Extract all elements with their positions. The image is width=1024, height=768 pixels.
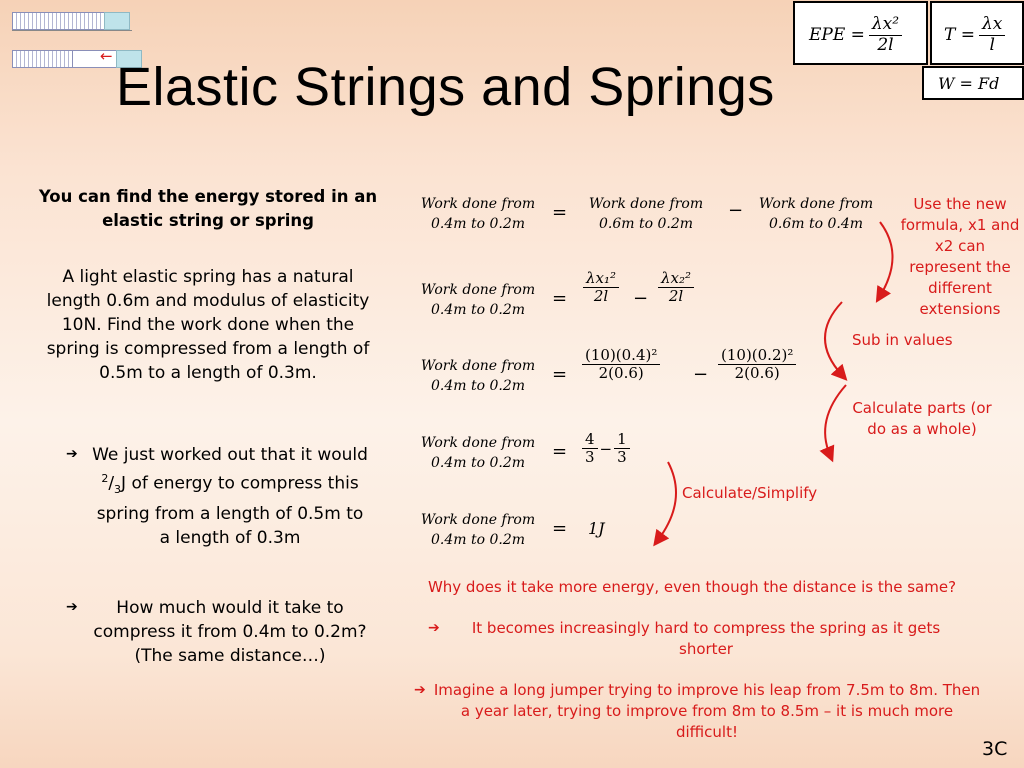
row3-denominator2: 2(0.6)	[734, 364, 780, 383]
bottom-point2: Imagine a long jumper trying to improve his leap from 7.5m to 8m. Then a year later, trying to improve from 8m to 8.5m – it is much more difficult!	[433, 681, 981, 741]
row2-numerator1: λx₁²	[583, 270, 619, 288]
bullet-question: How much would it take to compress it from 0.4m to 0.2m? (The same distance…)	[93, 598, 367, 666]
epe-denominator: 2l	[877, 34, 894, 55]
row3-numerator1: (10)(0.4)²	[582, 347, 660, 365]
tension-numerator: λx	[979, 15, 1005, 36]
bullet1-text-b: J of energy to compress this spring from a length of 0.5m to a length of 0.3m	[96, 473, 364, 549]
row4-numerator1: 4	[582, 431, 598, 449]
arrow-right-icon: ➔	[66, 599, 78, 615]
equals-sign: =	[552, 441, 568, 462]
arrow-curve-4	[658, 462, 676, 540]
minus-sign: −	[599, 439, 613, 458]
wd-label: Work done from	[420, 512, 536, 528]
equals-sign: =	[552, 518, 568, 539]
arrow-curve-1	[880, 222, 893, 296]
arrow-curve-3	[825, 385, 846, 455]
bottom-point1: It becomes increasingly hard to compress the spring as it gets shorter	[471, 619, 941, 658]
note-new-formula: Use the new formula, x1 and x2 can represent the different extensions	[900, 195, 1020, 318]
bullet1-text-a: We just worked out that it would	[92, 445, 368, 465]
minus-sign: −	[728, 200, 744, 221]
slide-number: 3C	[982, 738, 1008, 760]
row4-denominator1: 3	[585, 448, 595, 467]
note-calc-parts: Calculate parts (or do as a whole)	[852, 399, 992, 438]
wd-range: 0.4m to 0.2m	[430, 532, 526, 548]
section-heading: You can find the energy stored in an elastic string or spring	[38, 187, 378, 230]
fraction-denominator: 3	[114, 483, 122, 497]
wd-range: 0.6m to 0.2m	[598, 216, 694, 232]
arrow-right-icon: ➔	[428, 620, 440, 636]
wd-label: Work done from	[420, 196, 536, 212]
problem-text: A light elastic spring has a natural length 0.6m and modulus of elasticity 10N. Find the work done when the spring is compressed from a length of 0.5m to a length of 0.3m.	[46, 267, 370, 383]
arrow-right-icon: ➔	[414, 682, 426, 698]
minus-sign: −	[633, 288, 649, 309]
wd-range: 0.4m to 0.2m	[430, 378, 526, 394]
wd-label: Work done from	[588, 196, 704, 212]
fraction-numerator: 2	[101, 472, 109, 485]
work-formula: W = Fd	[938, 74, 1000, 93]
epe-numerator: λx²	[869, 15, 902, 36]
arrow-left-icon: ←	[100, 47, 113, 65]
wd-range: 0.6m to 0.4m	[768, 216, 864, 232]
row2-numerator2: λx₂²	[658, 270, 694, 288]
wd-label: Work done from	[420, 358, 536, 374]
equals-sign: =	[552, 288, 568, 309]
page-title: Elastic Strings and Springs	[116, 57, 775, 117]
arrow-right-icon: ➔	[66, 446, 78, 462]
bottom-question: Why does it take more energy, even though the distance is the same?	[427, 578, 957, 596]
row3-numerator2: (10)(0.2)²	[718, 347, 796, 365]
final-result: 1J	[588, 519, 605, 538]
epe-lhs: EPE =	[809, 25, 865, 46]
note-sub-values: Sub in values	[852, 331, 953, 349]
tension-lhs: T =	[944, 25, 975, 46]
fraction-slash: /	[108, 473, 115, 494]
wd-range: 0.4m to 0.2m	[430, 455, 526, 471]
wd-label: Work done from	[758, 196, 874, 212]
wd-label: Work done from	[420, 282, 536, 298]
minus-sign: −	[693, 364, 709, 385]
row4-numerator2: 1	[614, 431, 630, 449]
wd-range: 0.4m to 0.2m	[430, 302, 526, 318]
equals-sign: =	[552, 364, 568, 385]
note-calc-simplify: Calculate/Simplify	[682, 484, 818, 502]
arrow-curve-2	[825, 302, 842, 375]
tension-denominator: l	[989, 34, 995, 55]
row3-denominator1: 2(0.6)	[598, 364, 644, 383]
row2-denominator2: 2l	[668, 287, 684, 306]
wd-label: Work done from	[420, 435, 536, 451]
row2-denominator1: 2l	[593, 287, 609, 306]
equals-sign: =	[552, 202, 568, 223]
row4-denominator2: 3	[617, 448, 627, 467]
wd-range: 0.4m to 0.2m	[430, 216, 526, 232]
